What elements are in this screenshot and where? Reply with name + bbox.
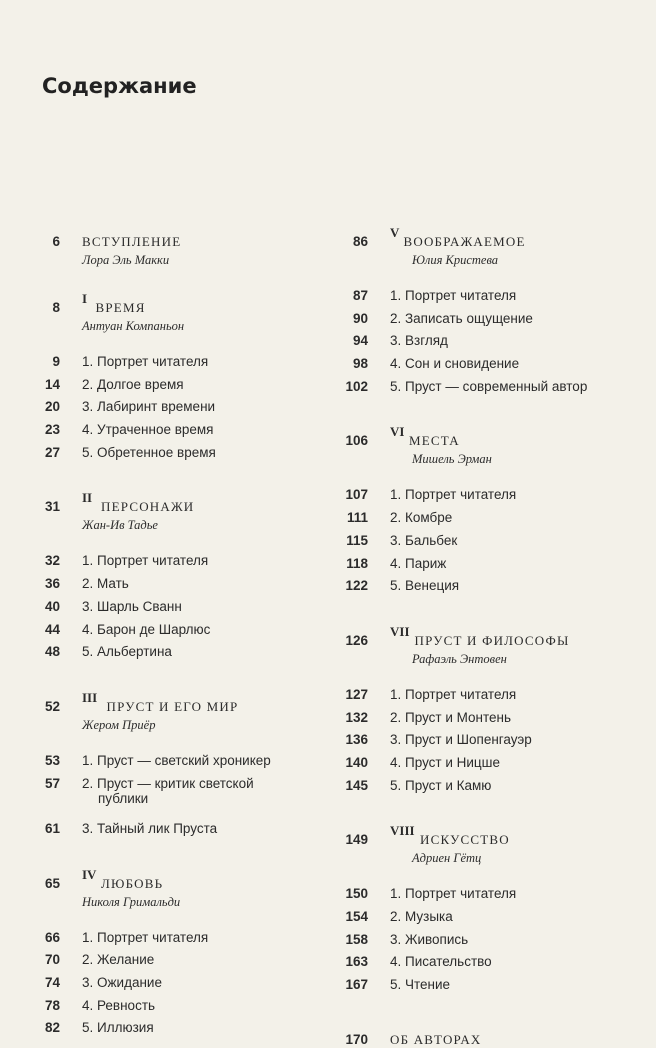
- section-roman-numeral: I: [82, 291, 88, 306]
- chapter-list: [330, 285, 656, 398]
- chapter-page-number: 9: [52, 354, 60, 369]
- chapter-title: 3. Шарль Сванн: [82, 598, 182, 614]
- chapter-list: [0, 927, 328, 1040]
- chapter-title-continuation: публики: [98, 790, 149, 806]
- chapter-list: [0, 550, 328, 663]
- section-page-number: 52: [44, 698, 60, 714]
- chapter-entry: [0, 550, 328, 573]
- chapter-page-number: 150: [345, 886, 368, 902]
- chapter-page-number: 136: [345, 732, 368, 748]
- chapter-entry: [330, 752, 656, 775]
- section-author: Антуан Компаньон: [82, 319, 185, 333]
- section-title: МЕСТА: [409, 433, 460, 449]
- section-spacer: [330, 997, 656, 1023]
- chapter-entry: [330, 775, 656, 798]
- chapter-title: 4. Сон и сновидение: [390, 356, 520, 372]
- chapter-title: 4. Париж: [390, 555, 447, 571]
- chapter-page-number: 53: [44, 752, 60, 768]
- toc-section: [0, 490, 328, 663]
- chapter-page-number: 40: [44, 598, 60, 614]
- chapter-page-number: 90: [352, 310, 368, 326]
- chapter-title: 4. Писательство: [390, 954, 492, 970]
- chapter-entry: [0, 972, 328, 995]
- chapter-title: 1. Портрет читателя: [82, 354, 209, 369]
- section-heading: [330, 823, 656, 867]
- chapter-entry: [330, 684, 656, 707]
- section-page-number: 86: [352, 234, 368, 249]
- chapter-entry: [330, 507, 656, 530]
- chapter-title: 3. Тайный лик Пруста: [82, 820, 218, 836]
- section-roman-numeral: V: [390, 225, 400, 240]
- chapter-page-number: 98: [352, 356, 368, 372]
- toc-section: [0, 291, 328, 464]
- chapter-page-number: 70: [44, 952, 60, 968]
- section-author: Юлия Кристева: [412, 253, 499, 267]
- chapter-page-number: 158: [345, 931, 368, 947]
- chapter-entry: [0, 351, 328, 374]
- chapter-entry: [0, 374, 328, 397]
- chapter-page-number: 118: [346, 555, 368, 571]
- section-roman-numeral: VII: [390, 623, 410, 639]
- chapter-entry: [0, 818, 328, 841]
- chapter-title: 5. Обретенное время: [82, 444, 216, 460]
- chapter-page-number: 115: [346, 532, 368, 548]
- chapter-list: [330, 484, 656, 597]
- section-roman-numeral: IV: [82, 866, 97, 882]
- chapter-entry: [0, 573, 328, 596]
- chapter-page-number: 44: [44, 621, 60, 637]
- section-heading: [0, 225, 328, 269]
- chapter-title: 2. Пруст и Монтень: [390, 709, 512, 725]
- chapter-title: 2. Комбре: [390, 510, 453, 526]
- chapter-entry: [330, 974, 656, 997]
- chapter-page-number: 102: [345, 378, 368, 394]
- chapter-entry: [0, 1017, 328, 1040]
- chapter-title: 1. Портрет читателя: [390, 487, 517, 503]
- section-author: Мишель Эрман: [412, 452, 492, 467]
- section-title: ВСТУПЛЕНИЕ: [82, 234, 182, 249]
- section-spacer: [330, 797, 656, 823]
- chapter-page-number: 74: [44, 975, 60, 991]
- chapter-title: 1. Портрет читателя: [390, 686, 517, 702]
- chapter-entry: [0, 619, 328, 642]
- chapter-list: [330, 684, 656, 797]
- section-title: ЛЮБОВЬ: [101, 875, 164, 891]
- section-spacer: [0, 269, 328, 291]
- section-author: Адриен Гётц: [412, 851, 482, 866]
- toc-section: [330, 1023, 656, 1047]
- section-page-number: 149: [345, 832, 368, 848]
- section-spacer: [330, 398, 656, 424]
- chapter-page-number: 23: [44, 422, 60, 438]
- toc-section: [330, 624, 656, 797]
- section-spacer: [0, 664, 328, 690]
- chapter-entry: [0, 773, 328, 818]
- chapter-title: 4. Барон де Шарлюс: [82, 621, 211, 637]
- chapter-entry: [330, 929, 656, 952]
- chapter-title: 1. Портрет читателя: [82, 553, 209, 569]
- chapter-title: 3. Лабиринт времени: [82, 399, 216, 415]
- chapter-page-number: 57: [44, 775, 60, 791]
- chapter-page-number: 82: [44, 1020, 60, 1036]
- section-title: ПЕРСОНАЖИ: [101, 499, 195, 515]
- chapter-title: 5. Пруст и Камю: [390, 777, 492, 793]
- chapter-entry: [330, 707, 656, 730]
- chapter-entry: [330, 285, 656, 308]
- chapter-entry: [0, 596, 328, 619]
- chapter-page-number: 87: [352, 288, 368, 303]
- section-page-number: 8: [52, 300, 60, 315]
- chapter-title: 1. Портрет читателя: [390, 288, 517, 303]
- chapter-list: [0, 750, 328, 841]
- section-title: ОБ АВТОРАХ: [390, 1031, 482, 1047]
- section-page-number: 106: [345, 433, 368, 449]
- chapter-page-number: 48: [44, 644, 60, 660]
- chapter-entry: [0, 995, 328, 1018]
- chapter-page-number: 132: [345, 709, 368, 725]
- page-title: Содержание: [42, 74, 197, 98]
- section-roman-numeral: III: [82, 689, 98, 705]
- chapter-title: 5. Пруст — современный автор: [390, 378, 588, 394]
- chapter-page-number: 154: [345, 909, 368, 924]
- chapter-page-number: 61: [44, 820, 60, 836]
- chapter-entry: [0, 419, 328, 442]
- chapter-page-number: 14: [44, 376, 60, 392]
- chapter-entry: [0, 750, 328, 773]
- toc-section: [330, 225, 656, 398]
- section-roman-numeral: VIII: [390, 823, 415, 839]
- chapter-entry: [0, 442, 328, 465]
- chapter-title: 3. Бальбек: [390, 532, 458, 548]
- chapter-title: 5. Альбертина: [82, 644, 172, 660]
- chapter-page-number: 167: [345, 977, 368, 993]
- toc-section: [330, 823, 656, 996]
- chapter-title: 5. Иллюзия: [82, 1020, 154, 1036]
- section-spacer: [0, 841, 328, 867]
- section-title: ПРУСТ И ФИЛОСОФЫ: [414, 632, 570, 648]
- toc-section: [0, 225, 328, 269]
- section-author: Рафаэль Энтовен: [412, 651, 507, 666]
- chapter-page-number: 107: [345, 487, 368, 503]
- chapter-title: 2. Долгое время: [82, 376, 184, 392]
- section-page-number: 170: [345, 1031, 368, 1047]
- section-author: Жером Приёр: [82, 717, 156, 732]
- chapter-entry: [0, 641, 328, 664]
- chapter-title: 1. Портрет читателя: [390, 886, 517, 902]
- toc-column-left: [0, 225, 328, 1040]
- chapter-title: 5. Чтение: [390, 977, 451, 993]
- toc-section: [330, 424, 656, 597]
- section-heading: [330, 624, 656, 668]
- chapter-entry: [0, 949, 328, 972]
- chapter-page-number: 66: [44, 929, 60, 945]
- toc-column-right: [330, 225, 656, 1047]
- chapter-page-number: 163: [345, 954, 368, 970]
- section-page-number: 6: [52, 234, 60, 249]
- chapter-title: 4. Утраченное время: [82, 422, 214, 438]
- chapter-entry: [330, 376, 656, 399]
- chapter-entry: [330, 729, 656, 752]
- chapter-page-number: 140: [345, 754, 368, 770]
- chapter-entry: [330, 530, 656, 553]
- chapter-entry: [0, 396, 328, 419]
- chapter-page-number: 27: [44, 444, 60, 460]
- chapter-page-number: 36: [44, 576, 60, 592]
- section-heading: [330, 1023, 656, 1047]
- section-heading: [0, 690, 328, 734]
- section-title: ВООБРАЖАЕМОЕ: [403, 234, 526, 249]
- section-page-number: 126: [345, 632, 368, 648]
- chapter-entry: [330, 951, 656, 974]
- chapter-title: 3. Взгляд: [390, 333, 448, 349]
- chapter-page-number: 127: [345, 686, 368, 702]
- section-page-number: 31: [44, 499, 60, 515]
- section-roman-numeral: VI: [390, 424, 405, 440]
- section-heading: [330, 225, 656, 269]
- chapter-title: 2. Желание: [82, 952, 155, 968]
- chapter-list: [0, 351, 328, 464]
- chapter-entry: [330, 575, 656, 598]
- toc-section: [0, 690, 328, 841]
- chapter-title: 1. Портрет читателя: [82, 929, 209, 945]
- section-roman-numeral: II: [82, 490, 93, 506]
- chapter-title: 3. Ожидание: [82, 975, 162, 991]
- chapter-entry: [330, 308, 656, 331]
- section-heading: [0, 291, 328, 335]
- chapter-page-number: 122: [345, 578, 368, 594]
- section-heading: [0, 867, 328, 911]
- chapter-page-number: 32: [44, 553, 60, 569]
- chapter-entry: [330, 906, 656, 929]
- toc-section: [0, 867, 328, 1040]
- chapter-page-number: 94: [352, 333, 368, 349]
- chapter-list: [330, 883, 656, 996]
- chapter-entry: [0, 927, 328, 950]
- section-title: ПРУСТ И ЕГО МИР: [106, 698, 239, 714]
- chapter-title: 1. Пруст — светский хроникер: [82, 752, 271, 768]
- chapter-page-number: 78: [44, 997, 60, 1013]
- section-author: Николя Гримальди: [82, 894, 181, 909]
- section-title: ИСКУССТВО: [420, 832, 510, 848]
- chapter-title: 2. Записать ощущение: [390, 310, 533, 326]
- chapter-title: 4. Пруст и Ницше: [390, 754, 501, 770]
- section-author: Лора Эль Макки: [82, 253, 170, 267]
- chapter-title: 5. Венеция: [390, 578, 460, 594]
- chapter-title: 3. Живопись: [390, 931, 469, 947]
- chapter-title: 2. Музыка: [390, 909, 453, 924]
- section-heading: [0, 490, 328, 534]
- section-heading: [330, 424, 656, 468]
- chapter-page-number: 145: [345, 777, 368, 793]
- chapter-title: 3. Пруст и Шопенгауэр: [390, 732, 532, 748]
- chapter-title: 2. Мать: [82, 576, 129, 592]
- chapter-entry: [330, 883, 656, 906]
- chapter-entry: [330, 553, 656, 576]
- section-page-number: 65: [44, 875, 60, 891]
- section-title: ВРЕМЯ: [95, 300, 146, 315]
- section-author: Жан-Ив Тадье: [82, 518, 158, 533]
- chapter-title: 2. Пруст — критик светской публики: [82, 775, 254, 806]
- section-spacer: [330, 598, 656, 624]
- chapter-entry: [330, 330, 656, 353]
- chapter-entry: [330, 484, 656, 507]
- section-spacer: [0, 464, 328, 490]
- chapter-title: 4. Ревность: [82, 997, 156, 1013]
- chapter-page-number: 20: [44, 399, 60, 415]
- chapter-entry: [330, 353, 656, 376]
- chapter-page-number: 111: [346, 510, 368, 526]
